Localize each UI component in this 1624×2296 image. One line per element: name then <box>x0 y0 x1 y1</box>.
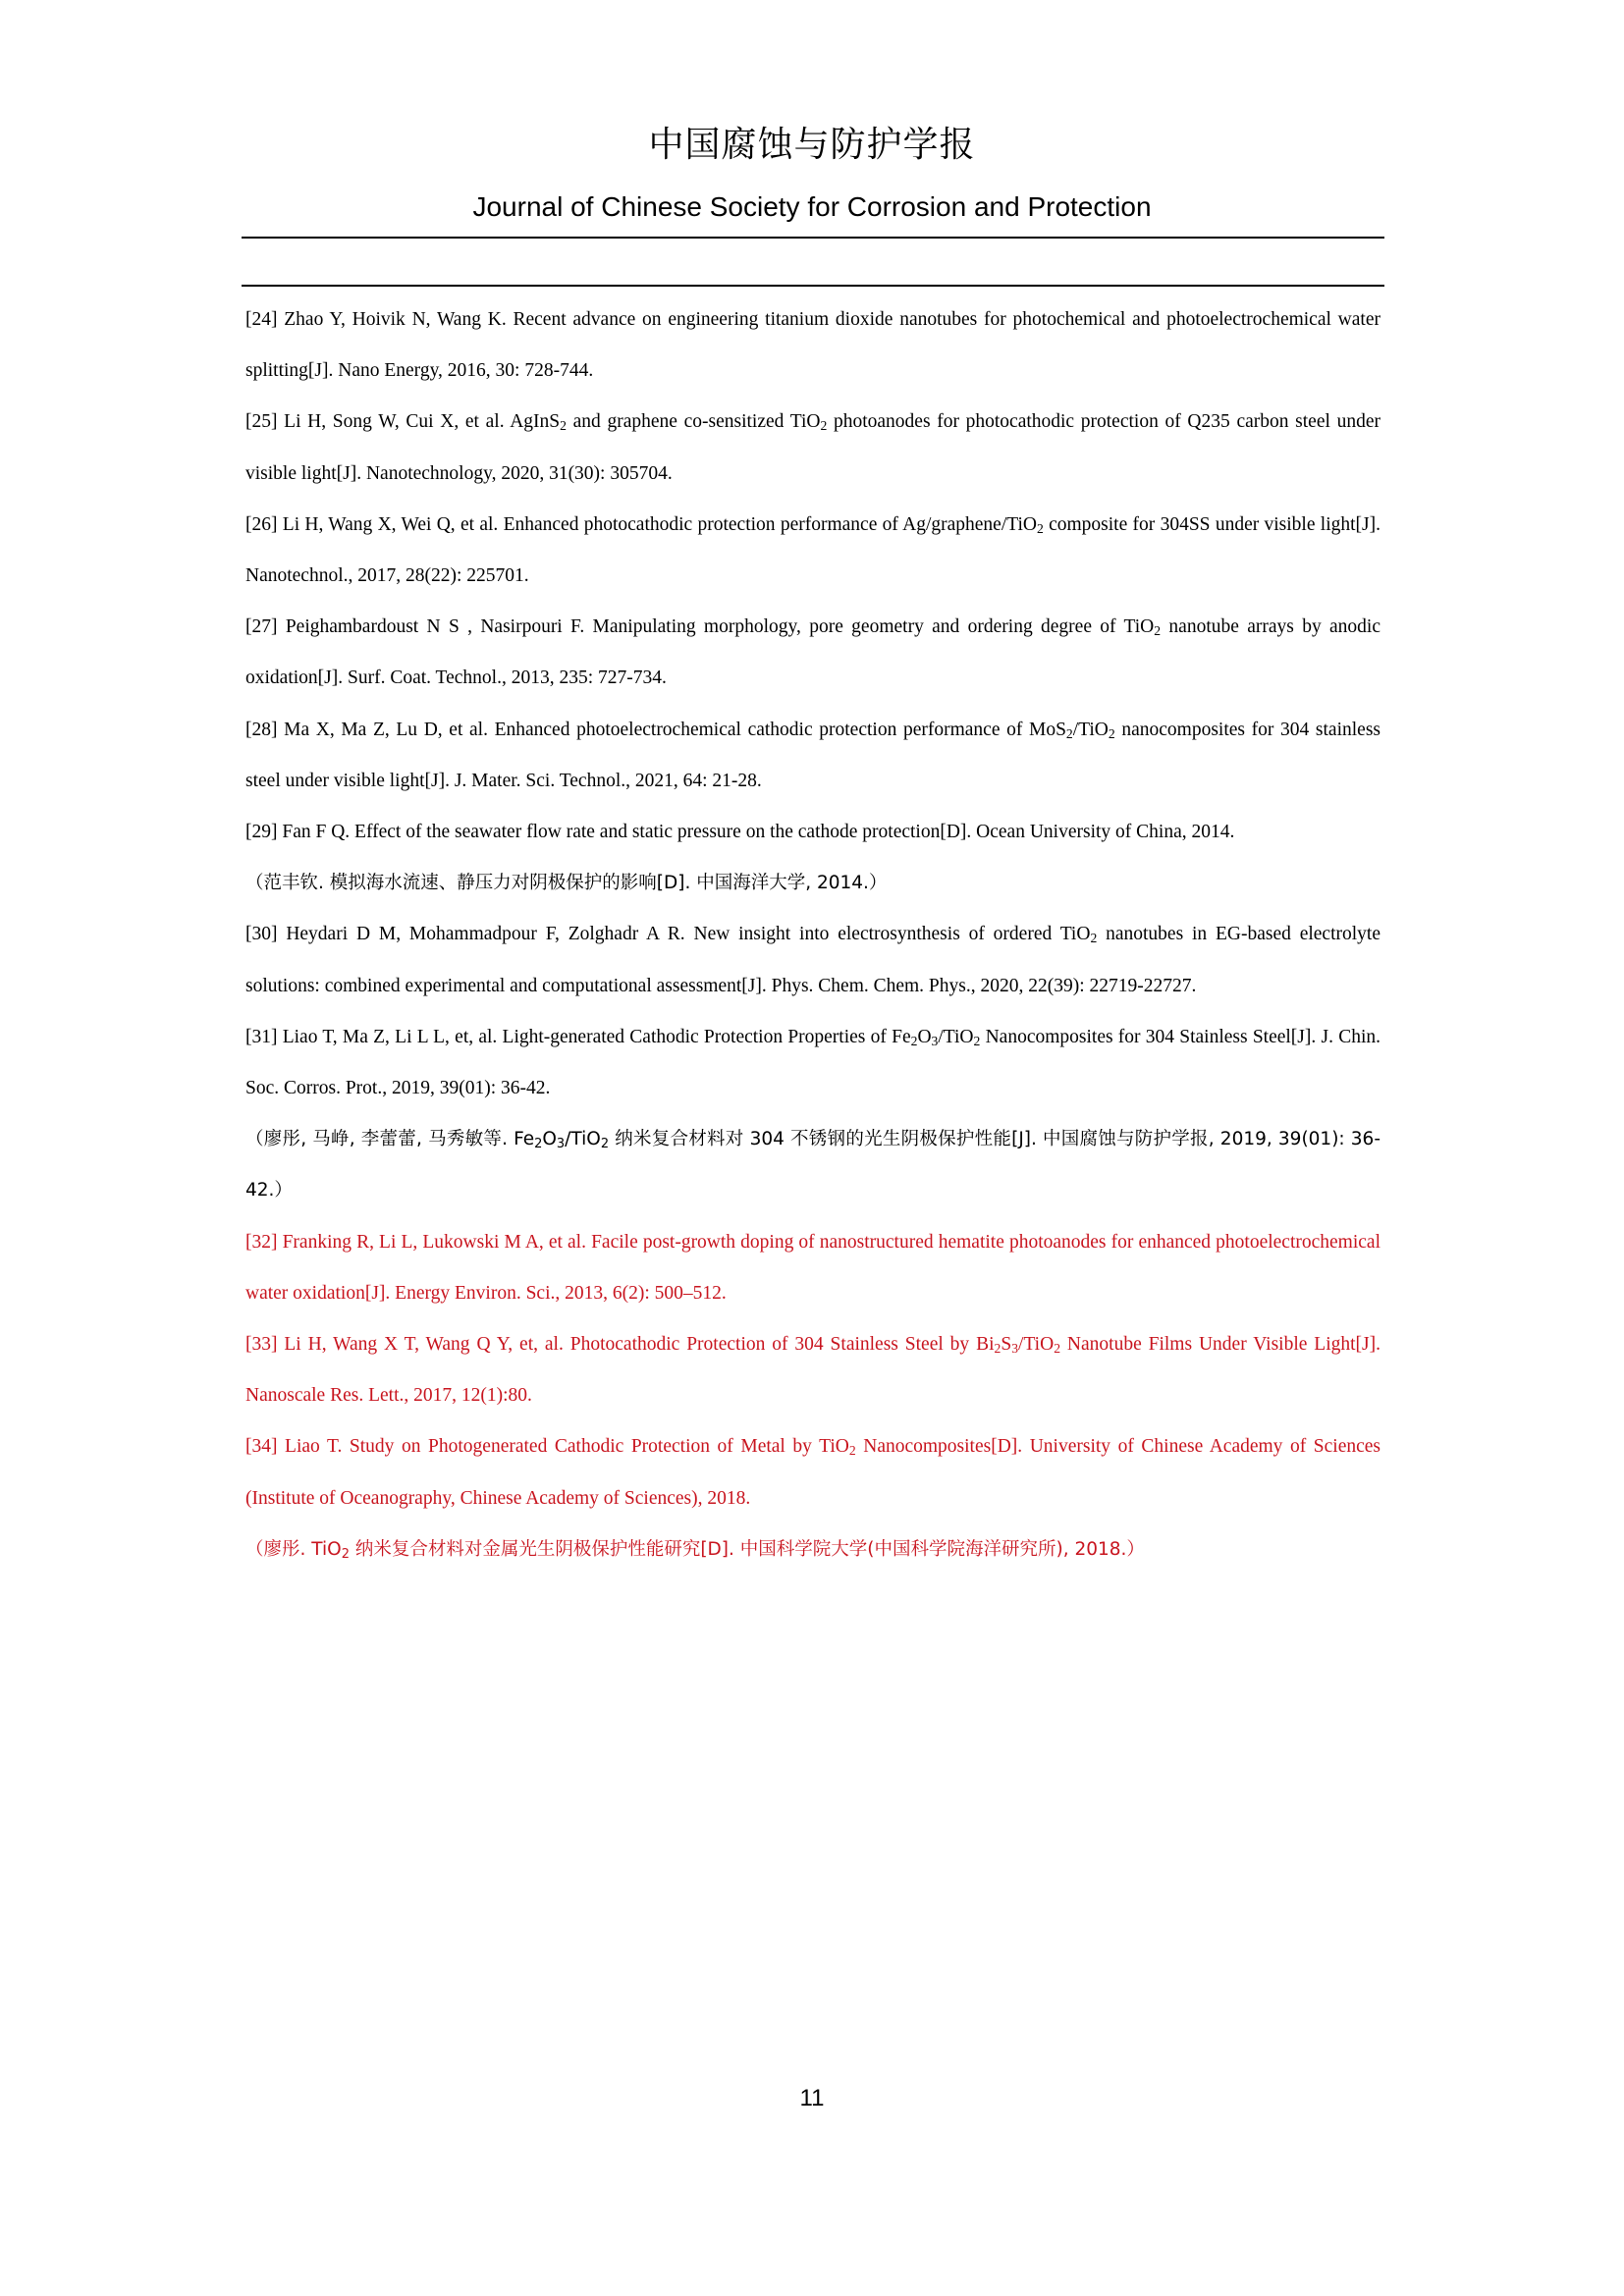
reference-text: 纳米复合材料对 304 不锈钢的光生阴极保护性能[J]. 中国腐蚀与防护学报, 2019, 39(01): 36-42.） <box>245 1129 1380 1201</box>
reference-text: [25] Li H, Song W, Cui X, et al. AgInS <box>245 411 561 433</box>
reference-list <box>245 294 1380 1575</box>
subscript: 2 <box>534 1137 543 1152</box>
header-divider <box>242 237 1384 239</box>
reference-text: /TiO <box>1072 719 1109 740</box>
reference-text: [34] Liao T. Study on Photogenerated Cathodic Protection of Metal by TiO <box>245 1436 849 1458</box>
subscript: 2 <box>1054 1341 1061 1357</box>
subscript: 2 <box>973 1033 981 1048</box>
reference-entry-ref-33 <box>245 1319 1380 1421</box>
reference-text: Nanocomposites[D]. University of Chinese Academy of Sciences (Institute of Oceanography, Chinese Academy of Sciences), 2018. <box>245 1436 1381 1509</box>
reference-entry-ref-31 <box>245 1012 1380 1114</box>
reference-entry-ref-24 <box>245 294 1380 397</box>
reference-text: [33] Li H, Wang X T, Wang Q Y, et, al. Photocathodic Protection of 304 Stainless Steel by Bi <box>245 1334 995 1356</box>
subscript: 3 <box>556 1137 566 1152</box>
subscript: 2 <box>341 1546 350 1562</box>
subscript: 2 <box>910 1033 918 1048</box>
subscript: 3 <box>1011 1341 1019 1357</box>
reference-text: [28] Ma X, Ma Z, Lu D, et al. Enhanced photoelectrochemical cathodic protection performance of MoS <box>245 719 1066 740</box>
reference-text: [30] Heydari D M, Mohammadpour F, Zolghadr A R. New insight into electrosynthesis of ordered TiO <box>245 924 1091 945</box>
reference-text: （廖彤, 马峥, 李蕾蕾, 马秀敏等. Fe <box>245 1129 535 1150</box>
reference-text: [24] Zhao Y, Hoivik N, Wang K. Recent advance on engineering titanium dioxide nanotubes for photochemical and photoelectrochemical water splitting[J]. Nano Energy, 2016, 30: 728-744. <box>245 309 1380 382</box>
reference-entry-ref-27 <box>245 602 1380 704</box>
reference-text: [32] Franking R, Li L, Lukowski M A, et al. Facile post-growth doping of nanostructured hematite photoanodes for enhanced photoelectrochemical water oxidation[J]. Energy Environ. Sci., 2013, 6(2): 500–512. <box>245 1231 1380 1304</box>
subscript: 2 <box>1154 623 1162 639</box>
subscript: 3 <box>931 1033 939 1048</box>
reference-text: /TiO <box>565 1129 601 1150</box>
subscript: 2 <box>1065 725 1073 741</box>
reference-text: O <box>542 1129 557 1150</box>
reference-entry-ref-28 <box>245 705 1380 807</box>
journal-title-chinese: 中国腐蚀与防护学报 <box>648 125 976 165</box>
reference-entry-ref-25 <box>245 397 1380 499</box>
reference-text: S <box>1001 1334 1012 1356</box>
reference-text: Nanotube Films Under Visible Light[J]. Nanoscale Res. Lett., 2017, 12(1):80. <box>245 1334 1381 1407</box>
subscript: 2 <box>820 418 828 434</box>
reference-entry-ref-30 <box>245 909 1380 1011</box>
reference-text: [26] Li H, Wang X, Wei Q, et al. Enhanced photocathodic protection performance of Ag/graphene/TiO <box>245 513 1037 535</box>
reference-text: composite for 304SS under visible light[J]. Nanotechnol., 2017, 28(22): 225701. <box>245 513 1381 587</box>
reference-text: nanocomposites for 304 stainless steel under visible light[J]. J. Mater. Sci. Technol., 2021, 64: 21-28. <box>245 719 1380 791</box>
reference-text: and graphene co-sensitized TiO <box>566 411 821 433</box>
reference-text: [29] Fan F Q. Effect of the seawater flow rate and static pressure on the cathode protection[D]. Ocean University of China, 2014. <box>245 822 1235 843</box>
reference-text: [27] Peighambardoust N S , Nasirpouri F. Manipulating morphology, pore geometry and ordering degree of TiO <box>245 616 1155 638</box>
reference-entry-ref-29 <box>245 807 1380 858</box>
reference-entry-ref-34 <box>245 1421 1380 1523</box>
reference-entry-ref-32 <box>245 1217 1380 1319</box>
reference-text: nanotubes in EG-based electrolyte solutions: combined experimental and computational assessment[J]. Phys. Chem. Chem. Phys., 2020, 22(39): 22719-22727. <box>245 924 1380 996</box>
reference-text: /TiO <box>1018 1334 1055 1356</box>
subscript: 2 <box>1036 520 1044 536</box>
subscript: 2 <box>994 1341 1001 1357</box>
reference-entry-ref-29-cn <box>245 858 1380 909</box>
subscript: 2 <box>848 1443 856 1459</box>
journal-title-english: Journal of Chinese Society for Corrosion and Protection <box>472 191 1152 222</box>
subscript: 2 <box>600 1137 610 1152</box>
reference-entry-ref-26 <box>245 500 1380 602</box>
reference-text: O <box>917 1026 932 1047</box>
reference-text: /TiO <box>938 1026 974 1047</box>
page-number: 11 <box>799 2085 825 2111</box>
reference-text: Nanocomposites for 304 Stainless Steel[J]. J. Chin. Soc. Corros. Prot., 2019, 39(01): 36-42. <box>245 1026 1380 1099</box>
reference-text: （廖彤. TiO <box>245 1538 342 1560</box>
subscript: 2 <box>1108 725 1115 741</box>
reference-text: photoanodes for photocathodic protection of Q235 carbon steel under visible light[J]. Nanotechnology, 2020, 31(30): 305704. <box>245 411 1380 484</box>
references-top-divider <box>242 285 1384 287</box>
reference-entry-ref-34-cn <box>245 1524 1380 1575</box>
reference-text: 纳米复合材料对金属光生阴极保护性能研究[D]. 中国科学院大学(中国科学院海洋研究所), 2018.） <box>349 1538 1145 1560</box>
reference-text: nanotube arrays by anodic oxidation[J]. Surf. Coat. Technol., 2013, 235: 727-734. <box>245 616 1380 689</box>
reference-text: （范丰钦. 模拟海水流速、静压力对阴极保护的影响[D]. 中国海洋大学, 2014.） <box>245 873 888 894</box>
subscript: 2 <box>560 418 567 434</box>
subscript: 2 <box>1090 931 1098 946</box>
reference-entry-ref-31-cn <box>245 1114 1380 1216</box>
reference-text: [31] Liao T, Ma Z, Li L L, et, al. Light-generated Cathodic Protection Properties of Fe <box>245 1026 911 1047</box>
